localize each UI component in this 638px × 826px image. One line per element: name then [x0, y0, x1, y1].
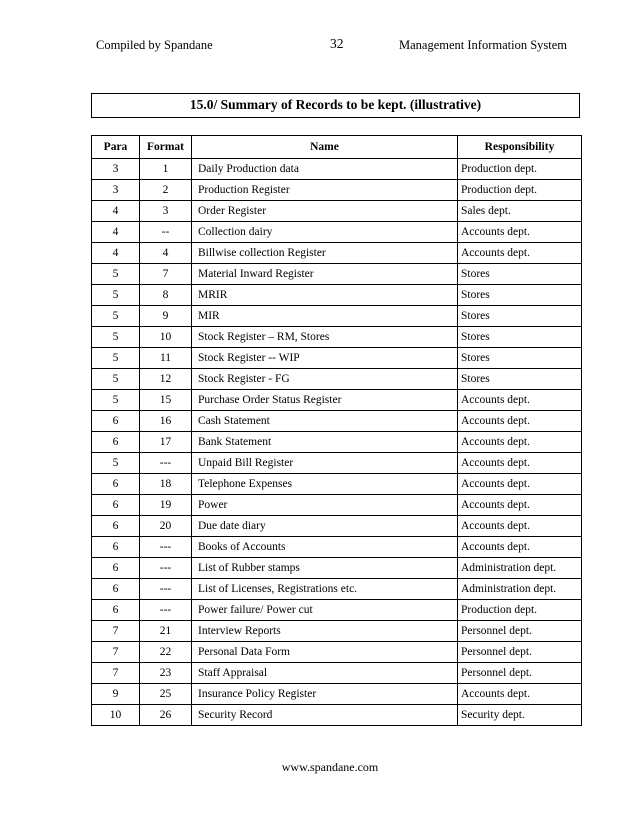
- column-header-responsibility: Responsibility: [458, 136, 582, 159]
- page-header: [0, 38, 638, 56]
- column-header-name: Name: [192, 136, 458, 159]
- cell-responsibility: Stores: [458, 306, 582, 327]
- section-title: 15.0/ Summary of Records to be kept. (illustrative): [91, 93, 580, 118]
- footer-website: www.spandane.com: [281, 760, 379, 774]
- cell-para: 5: [92, 327, 140, 348]
- cell-responsibility: Administration dept.: [458, 579, 582, 600]
- cell-name: Telephone Expenses: [192, 474, 458, 495]
- cell-responsibility: Security dept.: [458, 705, 582, 726]
- table-row: [92, 306, 582, 327]
- cell-name: Purchase Order Status Register: [192, 390, 458, 411]
- cell-name: Personal Data Form: [192, 642, 458, 663]
- cell-responsibility: Stores: [458, 327, 582, 348]
- table-row: [92, 222, 582, 243]
- cell-format: 18: [140, 474, 192, 495]
- table-row: [92, 348, 582, 369]
- header-compiled-by: Compiled by Spandane: [96, 38, 213, 52]
- cell-name: MIR: [192, 306, 458, 327]
- column-header-format: Format: [140, 136, 192, 159]
- table-row: [92, 642, 582, 663]
- cell-name: Interview Reports: [192, 621, 458, 642]
- cell-format: 17: [140, 432, 192, 453]
- cell-responsibility: Accounts dept.: [458, 411, 582, 432]
- cell-format: ---: [140, 579, 192, 600]
- table-row: [92, 663, 582, 684]
- table-row: [92, 369, 582, 390]
- cell-name: Daily Production data: [192, 159, 458, 180]
- column-header-para: Para: [92, 136, 140, 159]
- cell-para: 6: [92, 495, 140, 516]
- cell-name: Stock Register - FG: [192, 369, 458, 390]
- cell-responsibility: Stores: [458, 264, 582, 285]
- table-row: [92, 201, 582, 222]
- cell-para: 6: [92, 537, 140, 558]
- cell-responsibility: Administration dept.: [458, 558, 582, 579]
- cell-name: Cash Statement: [192, 411, 458, 432]
- cell-format: ---: [140, 537, 192, 558]
- cell-para: 7: [92, 621, 140, 642]
- cell-format: 23: [140, 663, 192, 684]
- cell-para: 9: [92, 684, 140, 705]
- cell-responsibility: Accounts dept.: [458, 684, 582, 705]
- cell-para: 5: [92, 369, 140, 390]
- cell-para: 6: [92, 516, 140, 537]
- cell-para: 3: [92, 180, 140, 201]
- cell-para: 7: [92, 642, 140, 663]
- cell-responsibility: Production dept.: [458, 600, 582, 621]
- table-row: [92, 264, 582, 285]
- cell-responsibility: Personnel dept.: [458, 642, 582, 663]
- cell-format: ---: [140, 600, 192, 621]
- cell-para: 5: [92, 285, 140, 306]
- cell-format: 7: [140, 264, 192, 285]
- table-row: [92, 432, 582, 453]
- cell-name: Bank Statement: [192, 432, 458, 453]
- table-row: [92, 411, 582, 432]
- table-row: [92, 180, 582, 201]
- cell-format: 4: [140, 243, 192, 264]
- cell-para: 7: [92, 663, 140, 684]
- cell-name: Insurance Policy Register: [192, 684, 458, 705]
- cell-responsibility: Production dept.: [458, 159, 582, 180]
- table-header-row: [92, 136, 582, 159]
- cell-responsibility: Accounts dept.: [458, 222, 582, 243]
- cell-responsibility: Accounts dept.: [458, 453, 582, 474]
- cell-name: Books of Accounts: [192, 537, 458, 558]
- cell-para: 4: [92, 201, 140, 222]
- cell-para: 6: [92, 411, 140, 432]
- cell-format: 15: [140, 390, 192, 411]
- cell-responsibility: Stores: [458, 348, 582, 369]
- cell-responsibility: Accounts dept.: [458, 474, 582, 495]
- table-row: [92, 705, 582, 726]
- cell-format: 2: [140, 180, 192, 201]
- cell-format: 16: [140, 411, 192, 432]
- cell-responsibility: Stores: [458, 369, 582, 390]
- cell-para: 6: [92, 558, 140, 579]
- cell-para: 5: [92, 453, 140, 474]
- cell-name: Security Record: [192, 705, 458, 726]
- cell-format: 22: [140, 642, 192, 663]
- cell-para: 5: [92, 264, 140, 285]
- cell-responsibility: Accounts dept.: [458, 495, 582, 516]
- cell-responsibility: Production dept.: [458, 180, 582, 201]
- cell-format: 3: [140, 201, 192, 222]
- cell-name: Power: [192, 495, 458, 516]
- table-row: [92, 600, 582, 621]
- cell-format: 8: [140, 285, 192, 306]
- cell-format: 12: [140, 369, 192, 390]
- cell-name: Due date diary: [192, 516, 458, 537]
- table-row: [92, 495, 582, 516]
- table-row: [92, 285, 582, 306]
- cell-format: 10: [140, 327, 192, 348]
- cell-format: 21: [140, 621, 192, 642]
- cell-format: 9: [140, 306, 192, 327]
- cell-para: 10: [92, 705, 140, 726]
- cell-name: Order Register: [192, 201, 458, 222]
- cell-responsibility: Accounts dept.: [458, 516, 582, 537]
- table-row: [92, 453, 582, 474]
- records-table: [91, 135, 582, 726]
- cell-responsibility: Accounts dept.: [458, 243, 582, 264]
- cell-para: 6: [92, 432, 140, 453]
- cell-name: Stock Register -- WIP: [192, 348, 458, 369]
- cell-responsibility: Sales dept.: [458, 201, 582, 222]
- cell-responsibility: Stores: [458, 285, 582, 306]
- cell-name: Collection dairy: [192, 222, 458, 243]
- cell-para: 6: [92, 474, 140, 495]
- cell-responsibility: Accounts dept.: [458, 537, 582, 558]
- cell-format: 19: [140, 495, 192, 516]
- cell-para: 5: [92, 348, 140, 369]
- cell-format: --: [140, 222, 192, 243]
- table-row: [92, 537, 582, 558]
- table-row: [92, 243, 582, 264]
- page-number: 32: [330, 36, 344, 51]
- cell-name: List of Licenses, Registrations etc.: [192, 579, 458, 600]
- cell-name: Material Inward Register: [192, 264, 458, 285]
- table-row: [92, 621, 582, 642]
- cell-name: MRIR: [192, 285, 458, 306]
- cell-name: Production Register: [192, 180, 458, 201]
- table-row: [92, 390, 582, 411]
- table-row: [92, 474, 582, 495]
- cell-name: Stock Register – RM, Stores: [192, 327, 458, 348]
- cell-format: 20: [140, 516, 192, 537]
- table-row: [92, 684, 582, 705]
- table-row: [92, 558, 582, 579]
- cell-para: 5: [92, 390, 140, 411]
- cell-responsibility: Accounts dept.: [458, 390, 582, 411]
- cell-para: 4: [92, 243, 140, 264]
- cell-format: 11: [140, 348, 192, 369]
- table-row: [92, 579, 582, 600]
- cell-format: 25: [140, 684, 192, 705]
- cell-name: Staff Appraisal: [192, 663, 458, 684]
- header-document-title: Management Information System: [399, 38, 568, 52]
- records-table-body: [92, 159, 582, 726]
- table-row: [92, 516, 582, 537]
- cell-para: 6: [92, 579, 140, 600]
- cell-name: Unpaid Bill Register: [192, 453, 458, 474]
- cell-format: ---: [140, 558, 192, 579]
- table-row: [92, 327, 582, 348]
- cell-format: ---: [140, 453, 192, 474]
- cell-format: 1: [140, 159, 192, 180]
- cell-responsibility: Accounts dept.: [458, 432, 582, 453]
- cell-name: Billwise collection Register: [192, 243, 458, 264]
- cell-responsibility: Personnel dept.: [458, 621, 582, 642]
- cell-para: 3: [92, 159, 140, 180]
- cell-name: Power failure/ Power cut: [192, 600, 458, 621]
- cell-para: 6: [92, 600, 140, 621]
- cell-format: 26: [140, 705, 192, 726]
- cell-para: 4: [92, 222, 140, 243]
- cell-para: 5: [92, 306, 140, 327]
- cell-responsibility: Personnel dept.: [458, 663, 582, 684]
- cell-name: List of Rubber stamps: [192, 558, 458, 579]
- table-row: [92, 159, 582, 180]
